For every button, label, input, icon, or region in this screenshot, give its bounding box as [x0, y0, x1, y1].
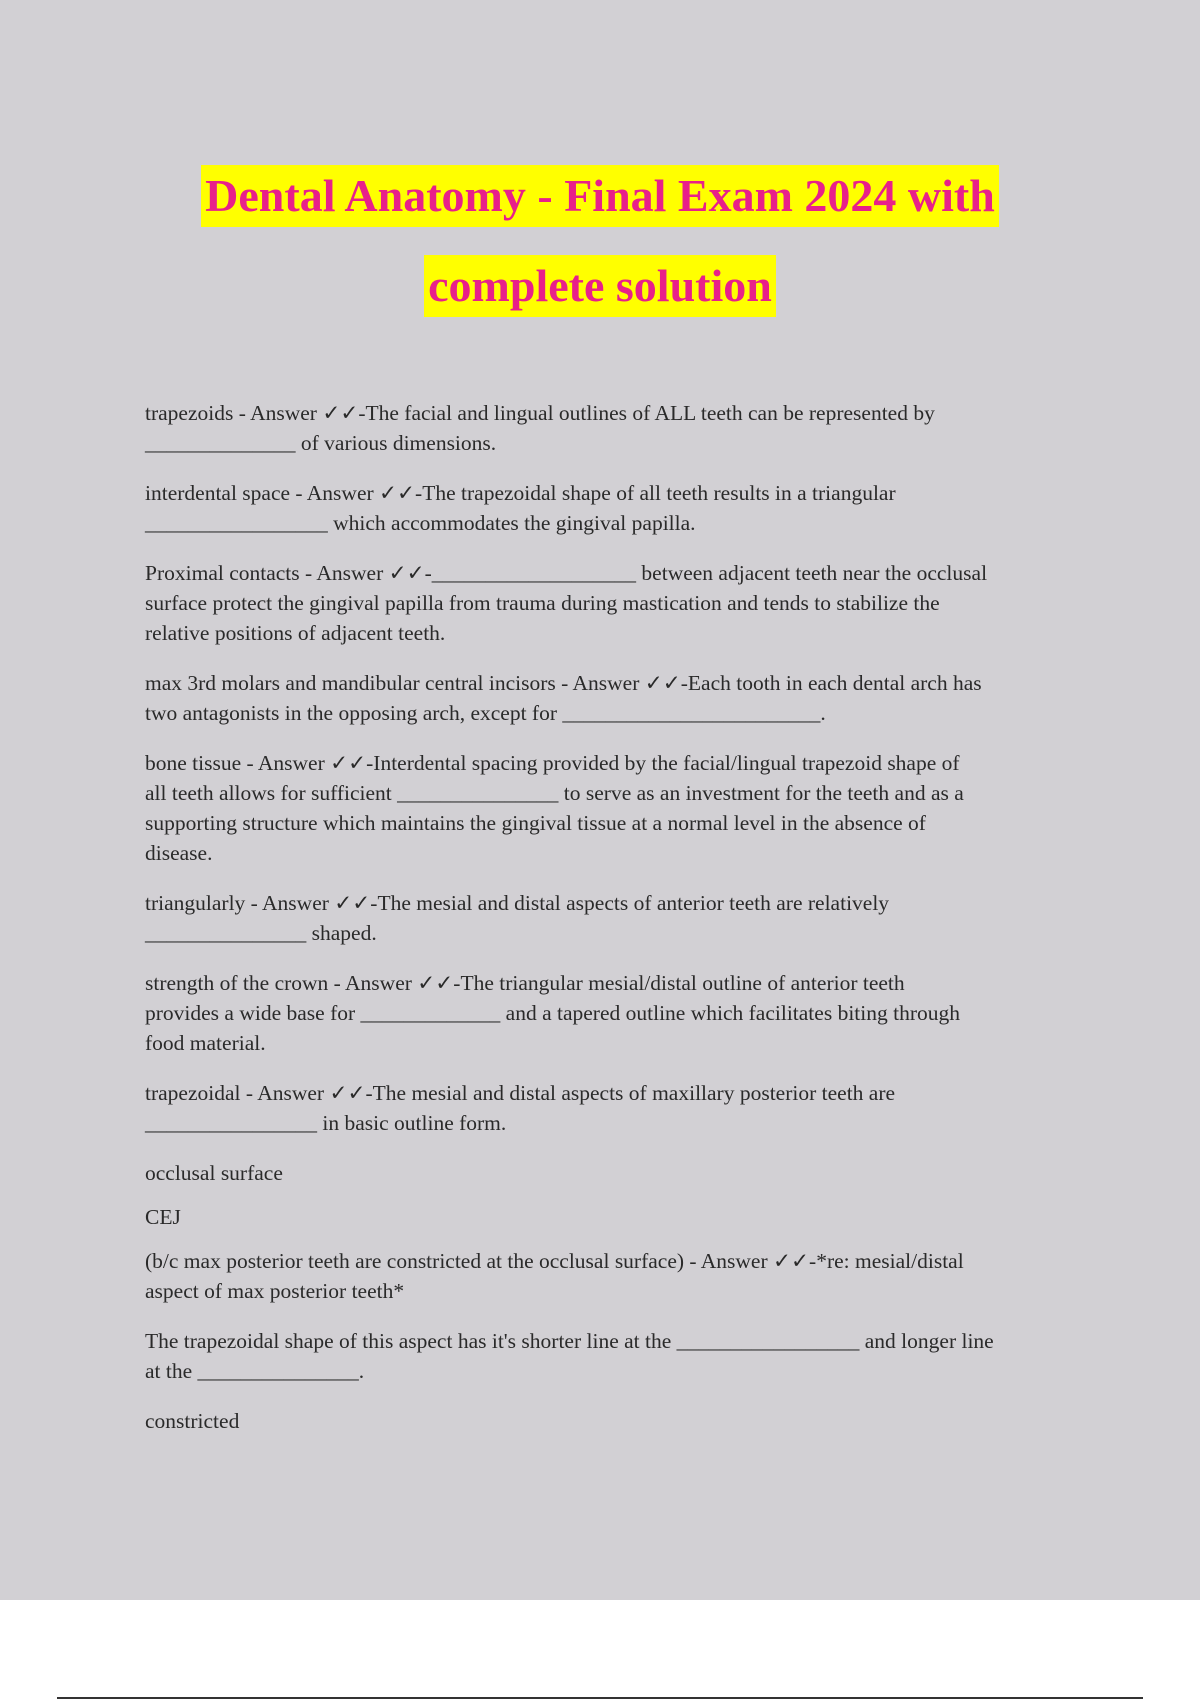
qa-text: ______________ of various dimensions. [145, 431, 497, 455]
qa-text: food material. [145, 1031, 266, 1055]
qa-text: two antagonists in the opposing arch, except for ________________________. [145, 701, 826, 725]
qa-list [145, 398, 1090, 1456]
qa-item-max-posterior [145, 1246, 1090, 1306]
qa-item-shorter-line [145, 1326, 1090, 1386]
qa-text: interdental space - Answer ✓✓-The trapezoidal shape of all teeth results in a triangular [145, 481, 896, 505]
qa-item-antagonists [145, 668, 1090, 728]
qa-text: trapezoidal - Answer ✓✓-The mesial and distal aspects of maxillary posterior teeth are [145, 1081, 896, 1105]
qa-item-occlusal-surface [145, 1158, 1090, 1188]
qa-text: CEJ [145, 1205, 181, 1229]
qa-text: The trapezoidal shape of this aspect has it's shorter line at the _________________ and longer line [145, 1329, 994, 1353]
qa-text: occlusal surface [145, 1161, 283, 1185]
qa-item-interdental-space [145, 478, 1090, 538]
title-line-1: Dental Anatomy - Final Exam 2024 with [201, 165, 999, 227]
qa-item-trapezoids [145, 398, 1090, 458]
qa-text: all teeth allows for sufficient _______________ to serve as an investment for the teeth and as a [145, 781, 964, 805]
qa-item-constricted [145, 1406, 1090, 1436]
qa-text: surface protect the gingival papilla from trauma during mastication and tends to stabilize the [145, 591, 940, 615]
qa-item-cej [145, 1202, 1090, 1232]
qa-text: aspect of max posterior teeth* [145, 1279, 405, 1303]
qa-item-bone-tissue [145, 748, 1090, 868]
footer-divider [57, 1697, 1143, 1699]
qa-text: bone tissue - Answer ✓✓-Interdental spacing provided by the facial/lingual trapezoid shape of [145, 751, 960, 775]
title-line-2: complete solution [424, 255, 776, 317]
qa-text: supporting structure which maintains the gingival tissue at a normal level in the absence of [145, 811, 926, 835]
qa-text: max 3rd molars and mandibular central incisors - Answer ✓✓-Each tooth in each dental arch has [145, 671, 982, 695]
qa-text: at the _______________. [145, 1359, 365, 1383]
document-title [0, 165, 1200, 345]
qa-text: constricted [145, 1409, 240, 1433]
qa-text: Proximal contacts - Answer ✓✓-___________________ between adjacent teeth near the occlusal [145, 561, 988, 585]
qa-item-trapezoidal [145, 1078, 1090, 1138]
qa-text: triangularly - Answer ✓✓-The mesial and distal aspects of anterior teeth are relatively [145, 891, 890, 915]
qa-text: strength of the crown - Answer ✓✓-The triangular mesial/distal outline of anterior teeth [145, 971, 905, 995]
qa-item-triangularly [145, 888, 1090, 948]
qa-item-strength-of-crown [145, 968, 1090, 1058]
qa-text: trapezoids - Answer ✓✓-The facial and lingual outlines of ALL teeth can be represented by [145, 401, 935, 425]
qa-text: _________________ which accommodates the gingival papilla. [145, 511, 696, 535]
qa-text: ________________ in basic outline form. [145, 1111, 507, 1135]
qa-text: disease. [145, 841, 213, 865]
qa-text: provides a wide base for _____________ and a tapered outline which facilitates biting through [145, 1001, 960, 1025]
qa-text: _______________ shaped. [145, 921, 377, 945]
qa-text: (b/c max posterior teeth are constricted at the occlusal surface) - Answer ✓✓-*re: mesial/distal [145, 1249, 964, 1273]
qa-item-proximal-contacts [145, 558, 1090, 648]
qa-text: relative positions of adjacent teeth. [145, 621, 446, 645]
